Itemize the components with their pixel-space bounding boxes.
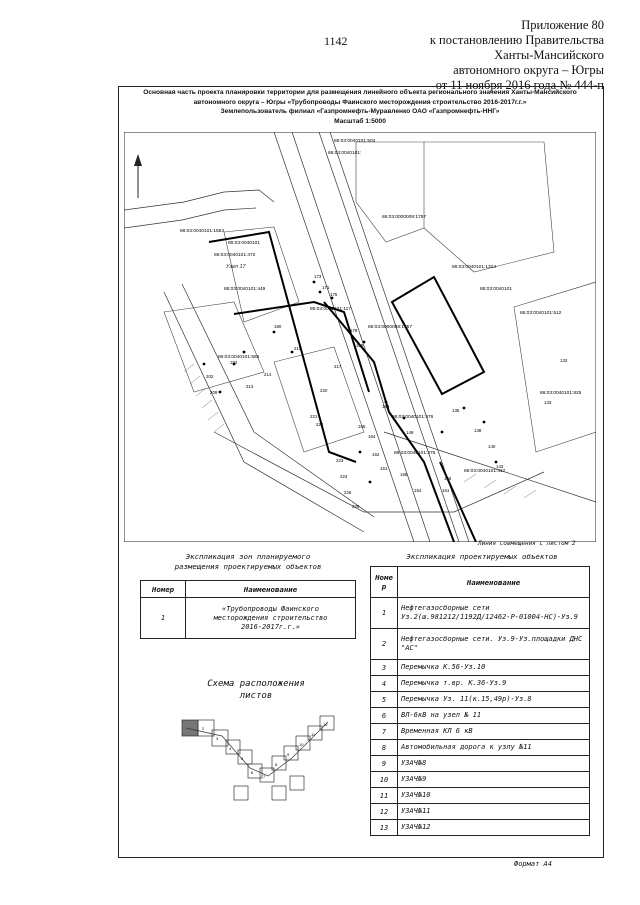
svg-text:171: 171 bbox=[322, 285, 330, 290]
zones-caption-line: размещения проектируемых объектов bbox=[174, 562, 322, 571]
table-row bbox=[371, 708, 590, 724]
svg-text:214: 214 bbox=[264, 372, 272, 377]
svg-text:132: 132 bbox=[560, 358, 568, 363]
svg-text:213: 213 bbox=[246, 384, 254, 389]
svg-text:154: 154 bbox=[414, 488, 422, 493]
table-row bbox=[371, 724, 590, 740]
table-row bbox=[371, 676, 590, 692]
appendix-line: к постановлению Правительства bbox=[429, 33, 604, 47]
zones-cell-num: 1 bbox=[141, 598, 186, 639]
svg-text:135: 135 bbox=[452, 408, 460, 413]
objects-cell-num: 13 bbox=[371, 820, 398, 836]
svg-text:138: 138 bbox=[474, 428, 482, 433]
svg-text:86:03:0040101: 86:03:0040101 bbox=[228, 241, 261, 246]
planning-map bbox=[124, 132, 596, 542]
appendix-line: Ханты-Мансийского bbox=[494, 48, 604, 62]
svg-text:86:03:0040101:1324: 86:03:0040101:1324 bbox=[452, 265, 497, 270]
svg-text:86:03:0040101:825: 86:03:0040101:825 bbox=[540, 391, 582, 396]
svg-text:133: 133 bbox=[544, 400, 552, 405]
svg-text:166: 166 bbox=[382, 404, 390, 409]
svg-text:217: 217 bbox=[334, 364, 342, 369]
sheet-header-line: Масштаб 1:5000 bbox=[334, 117, 386, 125]
svg-text:151: 151 bbox=[442, 488, 450, 493]
svg-text:161: 161 bbox=[380, 466, 388, 471]
table-row bbox=[141, 598, 356, 639]
svg-text:3: 3 bbox=[216, 736, 219, 741]
table-row bbox=[371, 629, 590, 660]
objects-cell-num: 10 bbox=[371, 772, 398, 788]
table-row bbox=[371, 692, 590, 708]
svg-text:156: 156 bbox=[444, 476, 452, 481]
page-number: 1142 bbox=[324, 34, 348, 48]
objects-col-num-line: р bbox=[381, 582, 387, 591]
svg-text:221: 221 bbox=[310, 414, 318, 419]
svg-text:11: 11 bbox=[311, 732, 316, 737]
objects-cell-name: УЗАЧ№11 bbox=[398, 804, 590, 820]
svg-text:140: 140 bbox=[488, 444, 496, 449]
objects-cell-num: 3 bbox=[371, 660, 398, 676]
objects-cell-num: 2 bbox=[371, 629, 398, 660]
svg-text:180: 180 bbox=[274, 324, 282, 329]
zones-cell-name: «Трубопроводы Фаинского bbox=[222, 604, 319, 613]
sheet-header-line: автономного округа – Югры «Трубопроводы Фаинского месторождения строительство 2016-2017г.г.» bbox=[193, 98, 527, 106]
objects-col-name: Наименование bbox=[398, 567, 590, 598]
appendix-line: Приложение 80 bbox=[521, 18, 604, 32]
appendix-block bbox=[364, 18, 604, 93]
svg-text:86:03:0000008:1757: 86:03:0000008:1757 bbox=[382, 215, 427, 220]
sheet-header bbox=[120, 88, 600, 126]
table-row bbox=[371, 788, 590, 804]
svg-text:8: 8 bbox=[275, 762, 278, 767]
svg-text:162: 162 bbox=[372, 452, 380, 457]
objects-cell-name: Нефтегазосборные сети Уз.2(ш.981212/1192Д/12462-Р-01004-НС)-Уз.9 bbox=[398, 598, 590, 629]
objects-cell-name: Автомобильная дорога к узлу №11 bbox=[398, 740, 590, 756]
objects-cell-num: 1 bbox=[371, 598, 398, 629]
objects-cell-name: ВЛ-6кВ на узел № 11 bbox=[398, 708, 590, 724]
svg-text:215: 215 bbox=[294, 346, 302, 351]
svg-text:169: 169 bbox=[356, 343, 364, 348]
combination-line-label: Линия совмещения с листом 2 bbox=[478, 540, 576, 547]
svg-text:86:03:0040101:555: 86:03:0040101:555 bbox=[218, 355, 260, 360]
svg-text:86:03:0040101:1553: 86:03:0040101:1553 bbox=[180, 229, 225, 234]
zones-col-name: Наименование bbox=[186, 581, 356, 598]
svg-text:173: 173 bbox=[314, 274, 322, 279]
appendix-line: от 11 ноября 2016 года № 444-п bbox=[435, 78, 604, 92]
objects-table bbox=[370, 566, 590, 836]
svg-text:224: 224 bbox=[340, 474, 348, 479]
schema-title-line: листов bbox=[239, 691, 273, 701]
svg-text:5: 5 bbox=[241, 756, 244, 761]
objects-cell-num: 8 bbox=[371, 740, 398, 756]
table-row bbox=[371, 740, 590, 756]
table-row bbox=[371, 598, 590, 629]
svg-text:86:03:0040101:: 86:03:0040101: bbox=[328, 151, 362, 156]
svg-text:192: 192 bbox=[230, 360, 238, 365]
svg-text:165: 165 bbox=[358, 424, 366, 429]
zones-caption-line: Экспликация зон планируемого bbox=[185, 552, 311, 561]
svg-text:86:03:0040101:449: 86:03:0040101:449 bbox=[224, 287, 266, 292]
svg-text:229: 229 bbox=[352, 504, 360, 509]
svg-text:86:03:0040101:417: 86:03:0040101:417 bbox=[464, 469, 506, 474]
svg-text:86:03:0040101:476: 86:03:0040101:476 bbox=[392, 415, 434, 420]
objects-cell-num: 9 bbox=[371, 756, 398, 772]
svg-text:209: 209 bbox=[210, 390, 218, 395]
svg-text:4: 4 bbox=[229, 746, 232, 751]
sheet-layout-schema bbox=[172, 706, 368, 822]
svg-text:178: 178 bbox=[350, 328, 358, 333]
zones-cell-name: 2016-2017г.г.» bbox=[240, 622, 300, 631]
objects-cell-num: 12 bbox=[371, 804, 398, 820]
svg-text:86:03:0000008:1757: 86:03:0000008:1757 bbox=[368, 325, 413, 330]
objects-col-num-line: Номе bbox=[375, 573, 393, 582]
svg-text:12: 12 bbox=[323, 722, 328, 727]
objects-cell-num: 5 bbox=[371, 692, 398, 708]
objects-cell-name: УЗАЧ№9 bbox=[398, 772, 590, 788]
svg-text:6: 6 bbox=[251, 770, 254, 775]
table-row bbox=[371, 804, 590, 820]
svg-text:7: 7 bbox=[263, 774, 266, 779]
zones-table bbox=[140, 580, 356, 639]
objects-cell-num: 6 bbox=[371, 708, 398, 724]
objects-cell-name: УЗАЧ№10 bbox=[398, 788, 590, 804]
objects-cell-name: УЗАЧ№12 bbox=[398, 820, 590, 836]
svg-text:9: 9 bbox=[287, 752, 290, 757]
table-row bbox=[371, 756, 590, 772]
svg-text:149: 149 bbox=[406, 430, 414, 435]
sheet-header-line: Основная часть проекта планировки территории для размещения линейного объекта регионального значения Ханты-Мансийского bbox=[143, 89, 577, 96]
zones-cell-name: месторождения строительство bbox=[213, 613, 328, 622]
svg-text:86:03:0040101:512: 86:03:0040101:512 bbox=[520, 311, 562, 316]
objects-cell-num: 11 bbox=[371, 788, 398, 804]
svg-text:202: 202 bbox=[206, 374, 214, 379]
table-row bbox=[371, 820, 590, 836]
svg-text:164: 164 bbox=[368, 434, 376, 439]
schema-title bbox=[196, 678, 316, 702]
sheet-header-line: Землепользователь филиал «Газпромнефть-Муравленко ОАО «Газпромнефть-ННГ» bbox=[220, 108, 500, 115]
svg-text:223: 223 bbox=[336, 458, 344, 463]
objects-table-caption: Экспликация проектируемых объектов bbox=[406, 552, 558, 561]
objects-cell-name: Перемычка К.56-Уз.10 bbox=[398, 660, 590, 676]
appendix-line: автономного округа – Югры bbox=[453, 63, 604, 77]
svg-text:Узел 17: Узел 17 bbox=[226, 264, 246, 270]
svg-text:10: 10 bbox=[299, 742, 304, 747]
svg-text:175: 175 bbox=[330, 292, 338, 297]
svg-text:86:03:0040101:476: 86:03:0040101:476 bbox=[394, 451, 436, 456]
svg-text:86:03:0040101:504: 86:03:0040101:504 bbox=[334, 139, 376, 144]
objects-cell-name: УЗАЧ№8 bbox=[398, 756, 590, 772]
svg-text:222: 222 bbox=[316, 422, 324, 427]
format-label: Формат А4 bbox=[514, 860, 552, 868]
svg-text:158: 158 bbox=[400, 472, 408, 477]
svg-text:86:03:0040101:117: 86:03:0040101:117 bbox=[310, 307, 351, 312]
objects-cell-name: Перемычка Уз. 11(к.15,49р)-Уз.8 bbox=[398, 692, 590, 708]
objects-cell-num: 4 bbox=[371, 676, 398, 692]
table-row bbox=[371, 660, 590, 676]
objects-cell-name: Перемычка т.вр. К.36-Уз.9 bbox=[398, 676, 590, 692]
svg-text:86:03:0040101: 86:03:0040101 bbox=[480, 287, 513, 292]
table-row bbox=[371, 772, 590, 788]
schema-title-line: Схема расположения bbox=[207, 679, 305, 689]
objects-cell-name: Временная КЛ 6 кВ bbox=[398, 724, 590, 740]
objects-cell-num: 7 bbox=[371, 724, 398, 740]
objects-cell-name: Нефтегазосборные сети. Уз.9-Уз.площадки ДНС "АС" bbox=[398, 629, 590, 660]
svg-text:220: 220 bbox=[320, 388, 328, 393]
zones-col-num: Номер bbox=[141, 581, 186, 598]
svg-text:226: 226 bbox=[344, 490, 352, 495]
svg-text:143: 143 bbox=[496, 464, 504, 469]
objects-col-num bbox=[371, 567, 398, 598]
svg-text:2: 2 bbox=[202, 726, 205, 731]
svg-text:86:03:0040101:472: 86:03:0040101:472 bbox=[214, 253, 256, 258]
zones-table-caption bbox=[148, 552, 348, 572]
